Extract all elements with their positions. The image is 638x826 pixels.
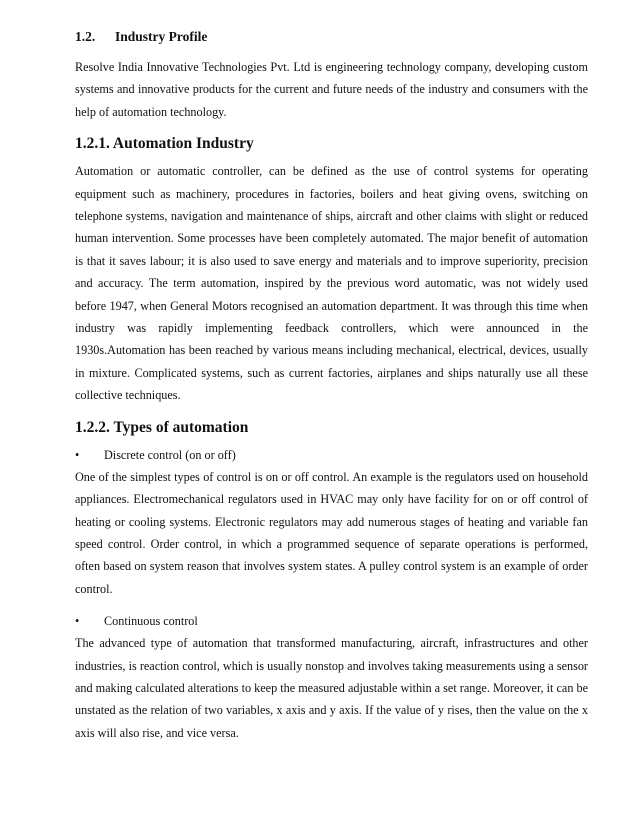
continuous-control-paragraph: The advanced type of automation that transformed manufacturing, aircraft, infrastructures and other industries, is reaction control, which is usually nonstop and involves taking measurements using a sensor and making calculated alterations to keep the measured adjustable within a set range. Moreover, it can be unstated as the relation of two variables, x axis and y axis. If the value of y rises, then the value on the x axis will also rise, and vice versa. bbox=[75, 636, 588, 740]
bullet-icon: • bbox=[75, 614, 80, 629]
section-1-2-2-heading: 1.2.2. Types of automation bbox=[75, 418, 249, 436]
bullet-label: Discrete control (on or off) bbox=[104, 447, 236, 462]
discrete-control-paragraph: One of the simplest types of control is on or off control. An example is the regulators used on household appliances. Electromechanical regulators used in HVAC may only have facility for on or off control of heating or cooling systems. Electronic regulators may add numerous stages of heating and variable fan speed control. Order control, in which a programmed sequence of separate operations is performed, often based on system reason that involves system states. A pulley control system is an example of order control. bbox=[75, 469, 588, 596]
section-1-2-heading bbox=[75, 28, 588, 46]
bullet-icon: • bbox=[75, 447, 80, 462]
section-number: 1.2. bbox=[75, 29, 96, 44]
industry-profile-paragraph: Resolve India Innovative Technologies Pvt. Ltd is engineering technology company, developing custom systems and innovative products for the current and future needs of the industry and consumers with the help of automation technology. bbox=[75, 60, 588, 119]
section-1-2-1-heading: 1.2.1. Automation Industry bbox=[75, 135, 254, 153]
bullet-item-discrete-control bbox=[75, 444, 588, 466]
section-title: Industry Profile bbox=[115, 29, 208, 44]
bullet-label: Continuous control bbox=[104, 614, 198, 629]
bullet-item-continuous-control bbox=[75, 610, 588, 632]
automation-industry-paragraph: Automation or automatic controller, can be defined as the use of control systems for operating equipment such as machinery, procedures in factories, boilers and heat giving ovens, switching on telephone systems, navigation and maintenance of ships, aircraft and other claims with slight or reduced human intervention. Some processes have been completely automated. The major benefit of automation is that it saves labour; it is also used to save energy and materials and to improve superiority, precision and accuracy. The term automation, inspired by the previous word automatic, was not widely used before 1947, when General Motors recognised an automation department. It was through this time when industry was rapidly implementing feedback controllers, which were announced in the 1930s.Automation has been reached by various means including mechanical, electrical, devices, usually in mixture. Complicated systems, such as current factories, airplanes and ships naturally use all these collective techniques. bbox=[75, 164, 588, 403]
document-page bbox=[75, 28, 588, 744]
